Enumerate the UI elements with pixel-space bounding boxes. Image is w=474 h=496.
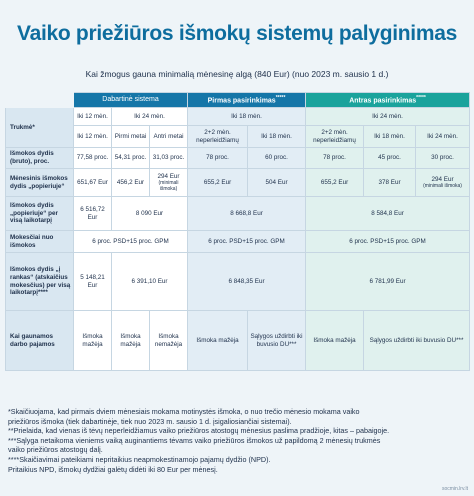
cell: 6 391,10 Eur xyxy=(112,253,188,311)
cell: 60 proc. xyxy=(248,148,306,169)
footnote: Pritaikius NPD, išmokų dydžiai galėtų didėti iki 80 Eur per mėnesį. xyxy=(8,464,218,474)
cell: 6 proc. PSD+15 proc. GPM xyxy=(306,231,470,253)
cell: Išmoka mažėja xyxy=(112,311,150,371)
cell: 31,03 proc. xyxy=(150,148,188,169)
footnote: vaiko priežiūros atostogų dalį. xyxy=(8,445,103,455)
cell: Sąlygos uždirbti iki buvusio DU*** xyxy=(364,311,470,371)
cell: 294 Eur (minimali išmoka) xyxy=(416,169,470,197)
row-label-taxes: Mokesčiai nuo išmokos xyxy=(6,231,74,253)
cell: Antri metai xyxy=(150,126,188,148)
cell: 2+2 mėn. neperleidžiamų xyxy=(188,126,248,148)
cell: 54,31 proc. xyxy=(112,148,150,169)
cell: 8 090 Eur xyxy=(112,197,188,231)
cell: Išmoka mažėja xyxy=(306,311,364,371)
cell: Iki 12 mėn. xyxy=(74,108,112,126)
row-label-net-total: Išmokos dydis „į rankas“ (atskaičius mokesčius) per visą laikotarpį**** xyxy=(6,253,74,311)
cell: Iki 24 mėn. xyxy=(112,108,188,126)
cell: 655,2 Eur xyxy=(306,169,364,197)
cell: 30 proc. xyxy=(416,148,470,169)
cell: Iki 18 mėn. xyxy=(364,126,416,148)
cell: 456,2 Eur xyxy=(112,169,150,197)
header-current-system: Dabartinė sistema xyxy=(74,93,188,108)
cell: Pirmi metai xyxy=(112,126,150,148)
cell: 78 proc. xyxy=(306,148,364,169)
row-label-gross: Išmokos dydis (bruto), proc. xyxy=(6,148,74,169)
cell: Iki 12 mėn. xyxy=(74,126,112,148)
cell: 2+2 mėn. neperleidžiamų xyxy=(306,126,364,148)
cell: 6 781,99 Eur xyxy=(306,253,470,311)
cell: 651,67 Eur xyxy=(74,169,112,197)
comparison-table xyxy=(5,92,470,371)
cell: 5 148,21 Eur xyxy=(74,253,112,311)
cell: 655,2 Eur xyxy=(188,169,248,197)
cell: 504 Eur xyxy=(248,169,306,197)
cell: Iki 18 mėn. xyxy=(188,108,306,126)
row-label-paper-total: Išmokos dydis „popieriuje“ per visą laikotarpį xyxy=(6,197,74,231)
footnote: **Prielaida, kad vienas iš tėvų neperleidžiamus vaiko priežiūros atostogų mėnesius paslima pradžioje, kitas – pabaigoje. xyxy=(8,426,390,436)
row-label-monthly: Mėnesinis išmokos dydis „popieriuje“ xyxy=(6,169,74,197)
header-option-1: Pirmas pasirinkimas***** xyxy=(188,93,306,108)
cell: Išmoka mažėja xyxy=(188,311,248,371)
page-subtitle: Kai žmogus gauna minimalią mėnesinę algą (840 Eur) (nuo 2023 m. sausio 1 d.) xyxy=(85,69,389,79)
row-label-duration: Trukmė* xyxy=(6,108,74,148)
cell: 77,58 proc. xyxy=(74,148,112,169)
cell: Iki 24 mėn. xyxy=(306,108,470,126)
cell: 6 516,72 Eur xyxy=(74,197,112,231)
cell: 6 proc. PSD+15 proc. GPM xyxy=(188,231,306,253)
footnote: *Skaičiuojama, kad pirmais dviem mėnesiais mokama motinystės išmoka, o nuo trečio mėnesio mokama vaiko xyxy=(8,407,360,416)
source-label: socmin.lrv.lt xyxy=(441,486,468,492)
row-label-earning: Kai gaunamos darbo pajamos xyxy=(6,311,74,371)
cell: 8 584,8 Eur xyxy=(306,197,470,231)
cell: Iki 24 mėn. xyxy=(416,126,470,148)
cell: 6 848,35 Eur xyxy=(188,253,306,311)
cell: 45 proc. xyxy=(364,148,416,169)
cell: Sąlygos uždirbti iki buvusio DU*** xyxy=(248,311,306,371)
footnote: priežiūros išmoka (tiek dabartinėje, tiek nuo 2023 m. sausio 1 d. įsigaliosiančiai sistemai). xyxy=(8,416,292,426)
cell: 78 proc. xyxy=(188,148,248,169)
cell: Išmoka nemažėja xyxy=(150,311,188,371)
cell: 294 Eur (minimali išmoka) xyxy=(150,169,188,197)
cell: Iki 18 mėn. xyxy=(248,126,306,148)
page-title: Vaiko priežiūros išmokų sistemų palyginimas xyxy=(17,22,457,45)
footnotes xyxy=(8,407,468,474)
footnote: ****Skaičiavimai pateikiami nepritaikius neapmokestinamojo pajamų dydžio (NPD). xyxy=(8,454,271,464)
cell: 8 668,8 Eur xyxy=(188,197,306,231)
footnote: ***Sąlyga netaikoma vieniems vaiką auginantiems tėvams vaiko priežiūros išmokos už papildomą 2 mėnesių trukmės xyxy=(8,435,381,445)
cell: 6 proc. PSD+15 proc. GPM xyxy=(74,231,188,253)
header-option-2: Antras pasirinkimas***** xyxy=(306,93,470,108)
cell: Išmoka mažėja xyxy=(74,311,112,371)
cell: 378 Eur xyxy=(364,169,416,197)
